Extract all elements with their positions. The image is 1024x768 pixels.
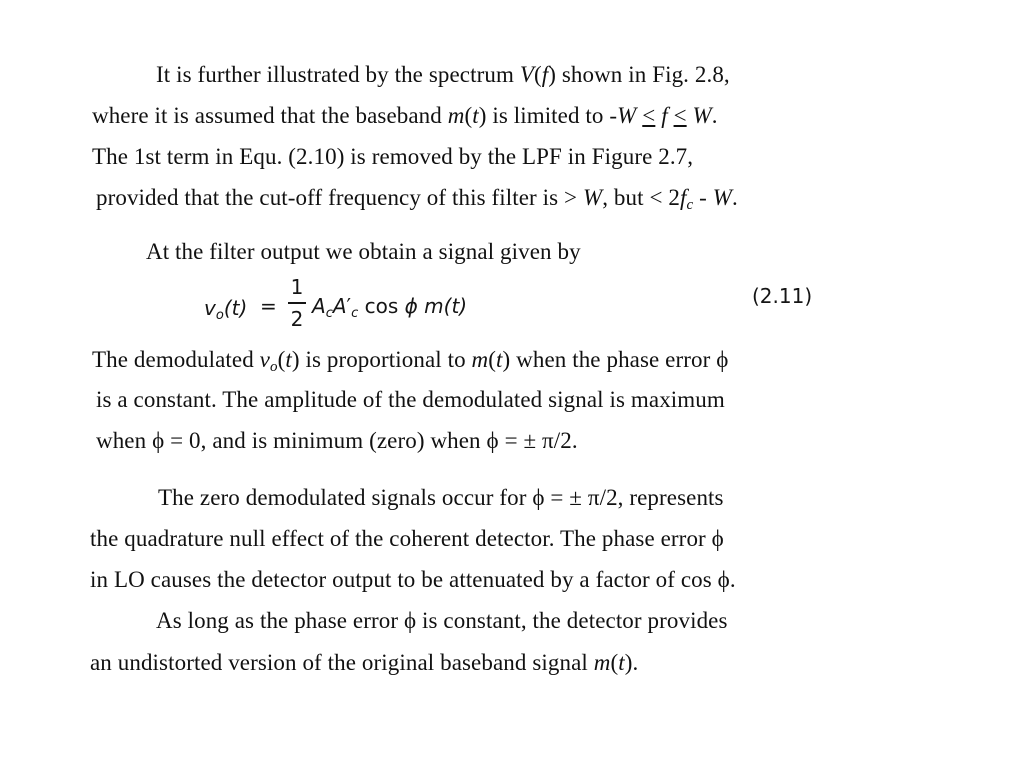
math-A: A (312, 294, 326, 318)
paragraph-1-line-3: The 1st term in Equ. (2.10) is removed by the LPF in Figure 2.7, (92, 144, 694, 169)
text: is limited to - (486, 103, 618, 128)
text: . (632, 650, 639, 675)
text: ( (464, 103, 473, 128)
text: ) (624, 650, 633, 675)
paragraph-2-line-1: At the filter output we obtain a signal given by (146, 239, 581, 264)
less-equal-sign: < (673, 103, 687, 128)
fraction-denominator: 2 (290, 307, 304, 331)
math-subscript-o: o (269, 359, 278, 375)
text: - (693, 185, 713, 210)
math-V: V (519, 62, 534, 87)
math-W: W (617, 103, 637, 128)
math-m: m (593, 650, 611, 675)
text: . (731, 185, 738, 210)
paragraph-3-line-3: when ϕ = 0, and is minimum (zero) when ϕ = ± π/2. (96, 428, 578, 453)
math-subscript-c: c (351, 306, 359, 321)
math-arg: (t) (223, 296, 248, 320)
fraction-numerator: 1 (290, 275, 304, 299)
text: where it is assumed that the baseband (92, 103, 448, 128)
math-W: W (582, 185, 603, 210)
text: ( (488, 347, 497, 372)
text: ( (533, 62, 542, 87)
math-t: t (285, 347, 292, 372)
text: ) (478, 103, 487, 128)
text: ) (502, 347, 511, 372)
prime-mark: ′ (346, 294, 352, 318)
math-W: W (712, 185, 732, 210)
math-phi: ϕ (404, 294, 418, 318)
math-A: A (332, 294, 347, 318)
math-W: W (692, 103, 712, 128)
paragraph-1-line-4 (96, 183, 738, 213)
math-t: t (618, 650, 625, 675)
math-cos: cos (358, 294, 405, 318)
paragraph-1-line-2 (92, 101, 718, 131)
math-subscript-c: c (686, 197, 694, 213)
math-t: t (496, 347, 503, 372)
math-v: v (259, 347, 270, 372)
fraction-bar (288, 302, 306, 304)
text: ) (291, 347, 300, 372)
paragraph-4-line-2: the quadrature null effect of the coherent detector. The phase error ϕ (90, 526, 724, 551)
equation-rhs (312, 294, 468, 321)
paragraph-3-line-2: is a constant. The amplitude of the demodulated signal is maximum (96, 387, 725, 412)
text: ( (610, 650, 619, 675)
equation-lhs (204, 296, 248, 323)
math-f: f (541, 62, 549, 87)
less-equal-sign: < (642, 103, 656, 128)
paragraph-4-line-5 (90, 648, 638, 678)
text: It is further illustrated by the spectrum (156, 62, 520, 87)
text: ( (277, 347, 286, 372)
text: when the phase error ϕ (510, 347, 729, 372)
paragraph-4-line-1: The zero demodulated signals occur for ϕ = ± π/2, represents (158, 485, 724, 510)
equals-sign: = (260, 294, 277, 318)
text: , but < 2 (602, 185, 680, 210)
text: The demodulated (92, 347, 260, 372)
paragraph-1-line-1 (156, 60, 730, 90)
math-v: v (204, 296, 216, 320)
math-m: m (417, 294, 444, 318)
math-m: m (447, 103, 465, 128)
math-subscript-o: o (215, 308, 224, 323)
text: provided that the cut-off frequency of this filter is > (96, 185, 583, 210)
math-m: m (471, 347, 489, 372)
text: ) (548, 62, 556, 87)
equation-number: (2.11) (752, 284, 813, 308)
math-t: t (472, 103, 479, 128)
math-subscript-c: c (325, 306, 333, 321)
math-f: f (679, 185, 687, 210)
paragraph-3-line-1 (92, 345, 728, 375)
text: is proportional to (299, 347, 472, 372)
paragraph-4-line-3: in LO causes the detector output to be attenuated by a factor of cos ϕ. (90, 567, 736, 592)
text: . (711, 103, 718, 128)
math-arg: (t) (443, 294, 468, 318)
text: shown in Fig. 2.8, (556, 62, 730, 87)
paragraph-4-line-4: As long as the phase error ϕ is constant, the detector provides (156, 608, 728, 633)
fraction-one-half (288, 274, 306, 332)
text: an undistorted version of the original baseband signal (90, 650, 594, 675)
math-f: f (661, 103, 668, 128)
